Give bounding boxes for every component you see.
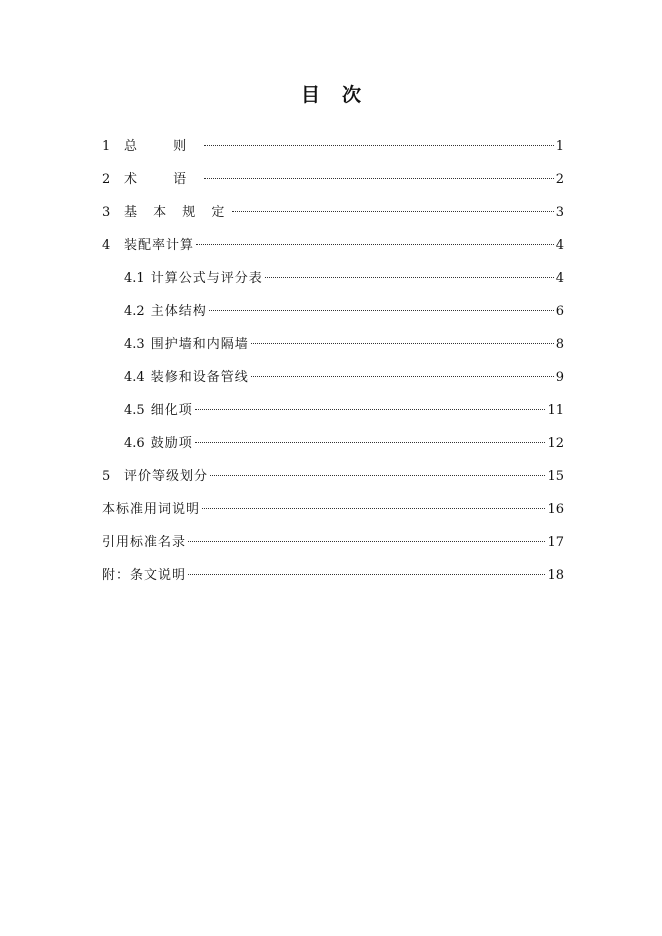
toc-entry-label: 计算公式与评分表 [150, 271, 263, 286]
toc-dot-leader [188, 541, 545, 542]
toc-entry-number: 4.1 [124, 271, 145, 286]
toc-entry-4[interactable] [102, 235, 564, 268]
toc-entry-number: 4.3 [124, 337, 145, 352]
toc-entry-number: 4.4 [124, 370, 145, 385]
toc-entry-page: 1 [555, 139, 564, 154]
toc-entry-label: 主体结构 [150, 304, 207, 319]
toc-entry-label: 细化项 [150, 403, 193, 418]
toc-entry-label: 鼓励项 [150, 436, 193, 451]
toc-entry-wording-explanation[interactable] [102, 499, 564, 532]
toc-entry-page: 8 [555, 337, 564, 352]
toc-entry-2[interactable] [102, 169, 564, 202]
toc-entry-page: 17 [547, 535, 564, 550]
toc-entry-4-3[interactable] [102, 334, 564, 367]
toc-entry-number: 4 [102, 238, 111, 253]
toc-entry-page: 18 [547, 568, 564, 583]
toc-dot-leader [195, 442, 546, 443]
toc-dot-leader [210, 475, 545, 476]
toc-entry-label: 总 则 [124, 139, 203, 154]
toc-entry-label: 术 语 [124, 172, 203, 187]
toc-entry-label: 引用标准名录 [102, 535, 187, 550]
toc-dot-leader [188, 574, 545, 575]
toc-dot-leader [209, 310, 554, 311]
title-char-1: 目 [300, 84, 320, 106]
toc-entry-page: 11 [547, 403, 564, 418]
toc-entry-page: 3 [555, 205, 564, 220]
toc-entry-label: 评价等级划分 [124, 469, 209, 484]
page-title [0, 82, 662, 108]
toc-entry-4-6[interactable] [102, 433, 564, 466]
toc-entry-4-2[interactable] [102, 301, 564, 334]
toc-entry-label: 围护墙和内隔墙 [150, 337, 249, 352]
toc-entry-label: 基 本 规 定 [124, 205, 231, 220]
toc-entry-number: 4.2 [124, 304, 145, 319]
toc-dot-leader [204, 145, 554, 146]
toc-entry-page: 2 [555, 172, 564, 187]
toc-dot-leader [232, 211, 553, 212]
toc-entry-number: 3 [102, 205, 111, 220]
toc-entry-page: 6 [555, 304, 564, 319]
toc-entry-page: 12 [547, 436, 564, 451]
toc-entry-page: 15 [547, 469, 564, 484]
toc-entry-1[interactable] [102, 136, 564, 169]
toc-entry-number: 5 [102, 469, 111, 484]
toc-dot-leader [251, 343, 554, 344]
toc-entry-3[interactable] [102, 202, 564, 235]
toc-entry-label: 附：条文说明 [102, 568, 187, 583]
toc-entry-4-1[interactable] [102, 268, 564, 301]
toc-entry-appendix-explanation[interactable] [102, 565, 564, 598]
toc-dot-leader [204, 178, 554, 179]
toc-entry-label: 装修和设备管线 [150, 370, 249, 385]
toc-entry-number: 1 [102, 139, 111, 154]
toc-entry-cited-standards[interactable] [102, 532, 564, 565]
toc-entry-5[interactable] [102, 466, 564, 499]
title-char-2: 次 [342, 84, 362, 106]
table-of-contents [102, 136, 564, 598]
toc-entry-label: 装配率计算 [124, 238, 195, 253]
toc-dot-leader [251, 376, 554, 377]
toc-entry-page: 9 [555, 370, 564, 385]
toc-dot-leader [195, 409, 546, 410]
toc-entry-4-4[interactable] [102, 367, 564, 400]
toc-entry-page: 16 [547, 502, 564, 517]
toc-entry-4-5[interactable] [102, 400, 564, 433]
toc-entry-number: 4.6 [124, 436, 145, 451]
toc-entry-page: 4 [555, 271, 564, 286]
toc-dot-leader [202, 508, 545, 509]
toc-entry-page: 4 [555, 238, 564, 253]
toc-entry-label: 本标准用词说明 [102, 502, 201, 517]
toc-dot-leader [196, 244, 554, 245]
toc-dot-leader [265, 277, 554, 278]
toc-entry-number: 4.5 [124, 403, 145, 418]
toc-entry-number: 2 [102, 172, 111, 187]
